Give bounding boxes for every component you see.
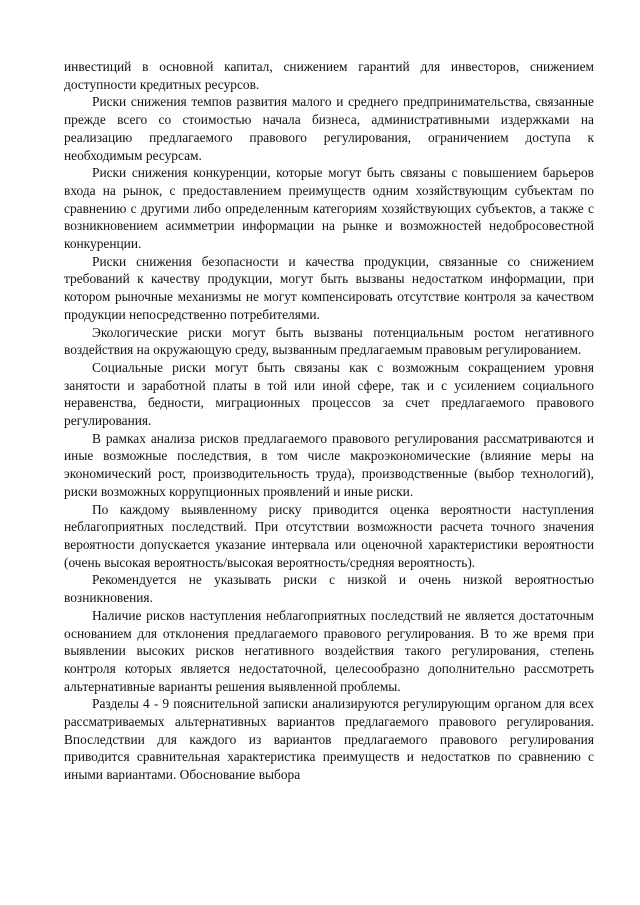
paragraph-continuation: инвестиций в основной капитал, снижением гарантий для инвесторов, снижением доступности кредитных ресурсов. <box>64 59 594 92</box>
document-page <box>64 58 594 784</box>
paragraph-probability-assessment: По каждому выявленному риску приводится оценка вероятности наступления неблагоприятных последствий. При отсутствии возможности расчета точного значения вероятности допускается указание интервала или оценочной характеристики вероятности (очень высокая вероятность/высокая вероятность/средняя вероятность). <box>64 501 594 570</box>
paragraph-sections-analysis: Разделы 4 - 9 пояснительной записки анализируются регулирующим органом для всех рассматриваемых альтернативных вариантов предлагаемого правового регулирования. Впоследствии для каждого из вариантов предлагаемого правового регулирования приводится сравнительная характеристика преимуществ и недостатков по сравнению с иными вариантами. Обоснование выбора <box>64 696 594 783</box>
paragraph-social-risks: Социальные риски могут быть связаны как с возможным сокращением уровня занятости и заработной платы в той или иной сфере, так и с усилением социального неравенства, бедности, миграционных процессов за счет предлагаемого правового регулирования. <box>64 359 594 429</box>
paragraph-competition-risks: Риски снижения конкуренции, которые могут быть связаны с повышением барьеров входа на рынок, с предоставлением преимуществ одним хозяйствующим субъектам по сравнению с другими либо определенным категориям хозяйствующих субъектов, а также с возникновением асимметрии информации на рынке и возможностей недобросовестной конкуренции. <box>64 165 594 252</box>
paragraph-low-probability-note: Рекомендуется не указывать риски с низкой и очень низкой вероятностью возникновения. <box>64 572 594 606</box>
paragraph-other-consequences: В рамках анализа рисков предлагаемого правового регулирования рассматриваются и иные возможные последствия, в том числе макроэкономические (влияние меры на экономический рост, производительность труда), производственные (выбор технологий), риски возможных коррупционных проявлений и иные риски. <box>64 430 594 499</box>
paragraph-risk-presence: Наличие рисков наступления неблагоприятных последствий не является достаточным основанием для отклонения предлагаемого правового регулирования. В то же время при выявлении высоких рисков негативного воздействия такого регулирования, степень контроля которых является недостаточной, целесообразно дополнительно рассмотреть альтернативные варианты решения выявленной проблемы. <box>64 607 594 694</box>
paragraph-safety-quality-risks: Риски снижения безопасности и качества продукции, связанные со снижением требований к качеству продукции, могут быть вызваны недостатком информации, при котором рыночные механизмы не могут компенсировать отсутствие контроля за качеством продукции непосредственно потребителями. <box>64 253 594 322</box>
paragraph-sme-risks: Риски снижения темпов развития малого и среднего предпринимательства, связанные прежде всего со стоимостью начала бизнеса, административными издержками на реализацию предлагаемого правового регулирования, ограничением доступа к необходимым ресурсам. <box>64 94 594 163</box>
paragraph-ecological-risks: Экологические риски могут быть вызваны потенциальным ростом негативного воздействия на окружающую среду, вызванным предлагаемым правовым регулированием. <box>64 324 594 358</box>
